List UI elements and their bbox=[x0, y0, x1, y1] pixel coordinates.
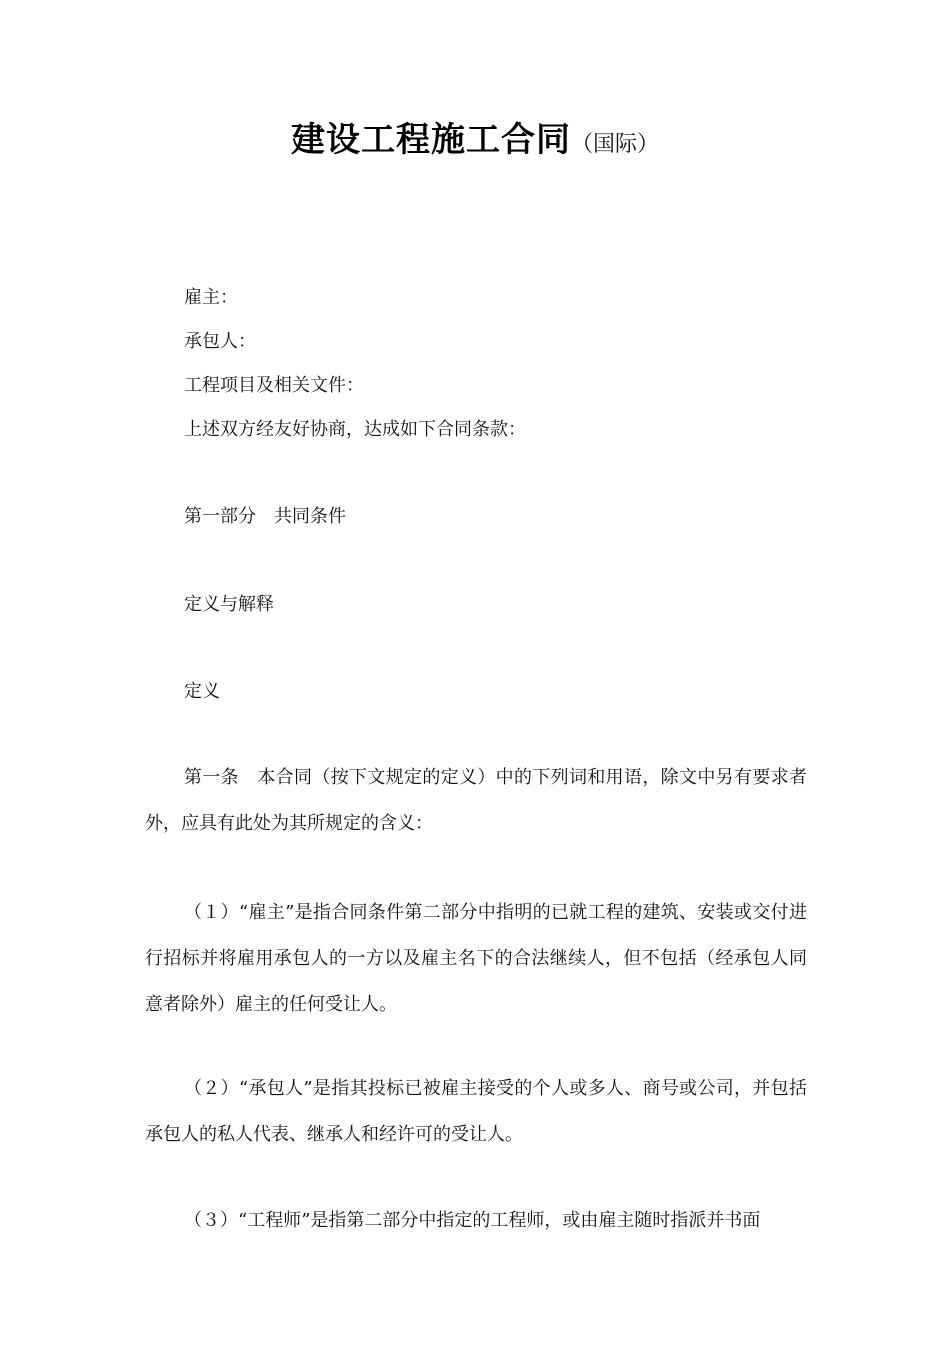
section-heading: 定义与解释 bbox=[184, 594, 274, 615]
definition-paragraph-3: （３）“工程师”是指第二部分中指定的工程师，或由雇主随时指派并书面 bbox=[184, 1210, 761, 1231]
document-title bbox=[0, 112, 950, 161]
project-field: 工程项目及相关文件： bbox=[184, 375, 364, 396]
preamble-text: 上述双方经友好协商，达成如下合同条款： bbox=[184, 419, 526, 440]
contractor-field: 承包人： bbox=[184, 331, 256, 352]
definition-paragraph-2: （２）“承包人”是指其投标已被雇主接受的个人或多人、商号或公司，并包括承包人的私人代表、继承人和经许可的受让人。 bbox=[145, 1078, 807, 1145]
title-subtitle: （国际） bbox=[570, 132, 659, 157]
title-main: 建设工程施工合同 bbox=[290, 120, 571, 160]
subsection-heading: 定义 bbox=[184, 681, 220, 702]
part-heading: 第一部分 共同条件 bbox=[184, 506, 346, 527]
definition-paragraph-1: （１）“雇主”是指合同条件第二部分中指明的已就工程的建筑、安装或交付进行招标并将雇用承包人的一方以及雇主名下的合法继续人，但不包括（经承包人同意者除外）雇主的任何受让人。 bbox=[145, 902, 807, 1015]
article-1-paragraph: 第一条 本合同（按下文规定的定义）中的下列词和用语，除文中另有要求者外，应具有此处为其所规定的含义： bbox=[145, 767, 807, 834]
employer-field: 雇主： bbox=[184, 287, 238, 308]
